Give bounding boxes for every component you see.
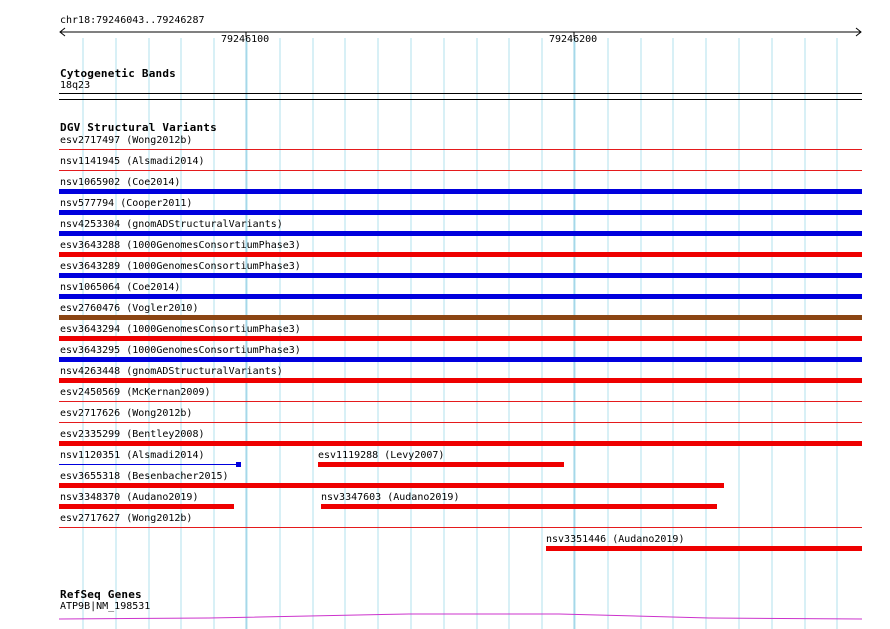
feature-bar-nsv4263448[interactable] <box>59 378 862 383</box>
feature-label-nsv4253304[interactable]: nsv4253304 (gnomADStructuralVariants) <box>60 219 283 230</box>
gene-model-line[interactable] <box>59 610 862 622</box>
feature-bar-esv3643294[interactable] <box>59 336 862 341</box>
feature-bar-nsv577794[interactable] <box>59 210 862 215</box>
feature-bar-nsv1065902[interactable] <box>59 189 862 194</box>
feature-bar-esv2717627[interactable] <box>59 527 862 528</box>
feature-label-esv3643289[interactable]: esv3643289 (1000GenomesConsortiumPhase3) <box>60 261 301 272</box>
feature-label-esv2717626[interactable]: esv2717626 (Wong2012b) <box>60 408 193 419</box>
feature-bar-esv3643289[interactable] <box>59 273 862 278</box>
feature-bar-nsv3347603[interactable] <box>321 504 717 509</box>
feature-label-esv1119288[interactable]: esv1119288 (Levy2007) <box>318 450 445 461</box>
tick-label-2: 79246200 <box>549 34 598 45</box>
feature-label-esv3643288[interactable]: esv3643288 (1000GenomesConsortiumPhase3) <box>60 240 301 251</box>
cytoband-bar-bottom[interactable] <box>59 99 862 100</box>
feature-end-marker-nsv1120351[interactable] <box>236 462 241 467</box>
feature-label-esv2717497[interactable]: esv2717497 (Wong2012b) <box>60 135 193 146</box>
feature-bar-nsv3348370[interactable] <box>59 504 234 509</box>
feature-label-nsv1065902[interactable]: nsv1065902 (Coe2014) <box>60 177 181 188</box>
feature-bar-esv3643295[interactable] <box>59 357 862 362</box>
feature-bar-esv1119288[interactable] <box>318 462 564 467</box>
feature-bar-esv2335299[interactable] <box>59 441 862 446</box>
cytoband-bar-top[interactable] <box>59 93 862 94</box>
feature-bar-nsv1120351[interactable] <box>59 464 237 465</box>
feature-label-esv2717627[interactable]: esv2717627 (Wong2012b) <box>60 513 193 524</box>
feature-bar-esv3643288[interactable] <box>59 252 862 257</box>
dgv-track-title[interactable]: DGV Structural Variants <box>60 121 217 134</box>
refseq-track-title[interactable]: RefSeq Genes <box>60 588 142 601</box>
cytoband-track-title[interactable]: Cytogenetic Bands <box>60 67 176 80</box>
feature-bar-nsv1141945[interactable] <box>59 170 862 171</box>
gene-label[interactable]: ATP9B|NM_198531 <box>60 601 151 612</box>
ruler-scale[interactable] <box>58 26 864 38</box>
feature-bar-esv2717626[interactable] <box>59 422 862 423</box>
feature-bar-nsv3351446[interactable] <box>546 546 862 551</box>
feature-label-nsv1120351[interactable]: nsv1120351 (Alsmadi2014) <box>60 450 205 461</box>
tick-label-1: 79246100 <box>221 34 270 45</box>
feature-label-esv3643294[interactable]: esv3643294 (1000GenomesConsortiumPhase3) <box>60 324 301 335</box>
feature-label-nsv577794[interactable]: nsv577794 (Cooper2011) <box>60 198 193 209</box>
feature-bar-esv2717497[interactable] <box>59 149 862 150</box>
region-label: chr18:79246043..79246287 <box>60 15 205 26</box>
feature-label-nsv3347603[interactable]: nsv3347603 (Audano2019) <box>321 492 460 503</box>
feature-bar-nsv1065064[interactable] <box>59 294 862 299</box>
feature-label-nsv3351446[interactable]: nsv3351446 (Audano2019) <box>546 534 685 545</box>
feature-label-esv3643295[interactable]: esv3643295 (1000GenomesConsortiumPhase3) <box>60 345 301 356</box>
feature-label-esv2450569[interactable]: esv2450569 (McKernan2009) <box>60 387 211 398</box>
feature-label-nsv4263448[interactable]: nsv4263448 (gnomADStructuralVariants) <box>60 366 283 377</box>
feature-bar-esv3655318[interactable] <box>59 483 724 488</box>
feature-bar-nsv4253304[interactable] <box>59 231 862 236</box>
cytoband-label: 18q23 <box>60 80 91 91</box>
feature-label-nsv1065064[interactable]: nsv1065064 (Coe2014) <box>60 282 181 293</box>
feature-label-nsv1141945[interactable]: nsv1141945 (Alsmadi2014) <box>60 156 205 167</box>
feature-bar-esv2760476[interactable] <box>59 315 862 320</box>
feature-label-esv3655318[interactable]: esv3655318 (Besenbacher2015) <box>60 471 229 482</box>
feature-label-esv2335299[interactable]: esv2335299 (Bentley2008) <box>60 429 205 440</box>
feature-bar-esv2450569[interactable] <box>59 401 862 402</box>
feature-label-nsv3348370[interactable]: nsv3348370 (Audano2019) <box>60 492 199 503</box>
feature-label-esv2760476[interactable]: esv2760476 (Vogler2010) <box>60 303 199 314</box>
